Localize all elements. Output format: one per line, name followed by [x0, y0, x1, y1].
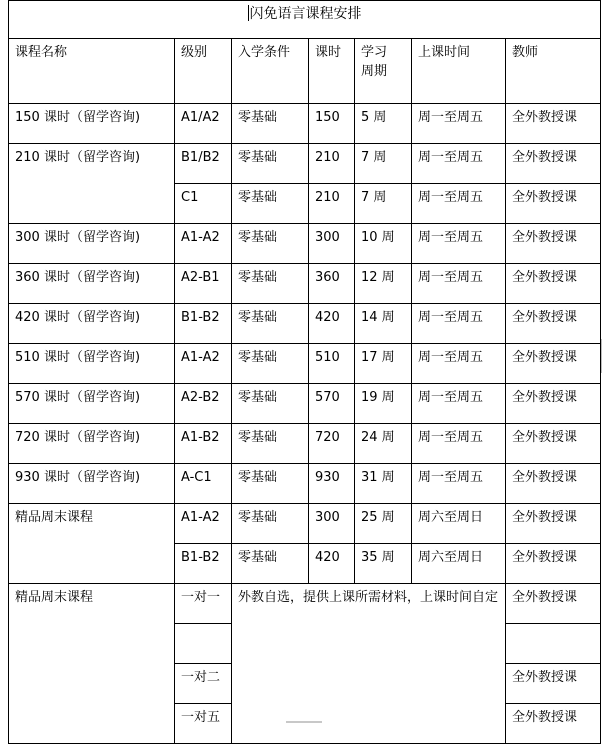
cell-period[interactable]: 19 周	[355, 384, 412, 424]
title-row	[9, 1, 601, 39]
cell-hours[interactable]: 210	[309, 184, 355, 224]
cell-period[interactable]: 10 周	[355, 224, 412, 264]
table-row	[9, 304, 601, 344]
cell-level[interactable]: A1/A2	[175, 104, 232, 144]
cell-time[interactable]: 周一至周五	[412, 384, 506, 424]
cell-period[interactable]: 31 周	[355, 464, 412, 504]
cell-requirement[interactable]: 零基础	[232, 344, 309, 384]
cell-time[interactable]: 周一至周五	[412, 184, 506, 224]
header-period[interactable]	[355, 39, 412, 104]
cell-hours[interactable]: 930	[309, 464, 355, 504]
header-period-line1: 学习	[361, 45, 388, 60]
cell-requirement[interactable]: 零基础	[232, 304, 309, 344]
header-time[interactable]: 上课时间	[412, 39, 506, 104]
cell-course-name[interactable]: 300 课时（留学咨询)	[9, 224, 175, 264]
cell-hours[interactable]: 720	[309, 424, 355, 464]
cell-course-name[interactable]: 510 课时（留学咨询)	[9, 344, 175, 384]
cell-level[interactable]: B1/B2	[175, 144, 232, 184]
cell-hours[interactable]: 300	[309, 504, 355, 544]
cell-time[interactable]: 周一至周五	[412, 304, 506, 344]
cell-requirement[interactable]: 零基础	[232, 504, 309, 544]
cell-hours[interactable]: 510	[309, 344, 355, 384]
cell-teacher[interactable]: 全外教授课	[506, 104, 601, 144]
cell-course-name[interactable]: 150 课时（留学咨询)	[9, 104, 175, 144]
header-period-line2: 周期	[361, 64, 388, 79]
cell-teacher[interactable]: 全外教授课	[506, 184, 601, 224]
cell-level[interactable]	[175, 624, 232, 664]
cell-period[interactable]: 25 周	[355, 504, 412, 544]
cell-hours[interactable]: 570	[309, 384, 355, 424]
cell-time[interactable]: 周一至周五	[412, 264, 506, 304]
cell-requirement[interactable]: 零基础	[232, 264, 309, 304]
cell-teacher[interactable]: 全外教授课	[506, 264, 601, 304]
title-cell	[9, 1, 601, 39]
cell-teacher[interactable]: 全外教授课	[506, 504, 601, 544]
table-row	[9, 384, 601, 424]
cell-time[interactable]: 周六至周日	[412, 504, 506, 544]
cell-hours[interactable]: 300	[309, 224, 355, 264]
table-row	[9, 464, 601, 504]
table-row	[9, 144, 601, 184]
cell-private-note[interactable]: 外教自选，提供上课所需材料，上课时间自定	[232, 584, 506, 744]
cell-level[interactable]: A1-A2	[175, 504, 232, 544]
cell-requirement[interactable]: 零基础	[232, 104, 309, 144]
cell-hours[interactable]: 150	[309, 104, 355, 144]
cell-requirement[interactable]: 零基础	[232, 184, 309, 224]
document-title[interactable]: 闪免语言课程安排	[249, 6, 362, 22]
cell-teacher[interactable]: 全外教授课	[506, 424, 601, 464]
cell-requirement[interactable]: 零基础	[232, 224, 309, 264]
cell-course-name[interactable]: 720 课时（留学咨询)	[9, 424, 175, 464]
cell-teacher[interactable]	[506, 624, 601, 664]
cell-period[interactable]: 5 周	[355, 104, 412, 144]
cell-level[interactable]: B1-B2	[175, 544, 232, 584]
cell-teacher[interactable]: 全外教授课	[506, 344, 601, 384]
cell-time[interactable]: 周一至周五	[412, 424, 506, 464]
cell-period[interactable]: 14 周	[355, 304, 412, 344]
cell-period[interactable]: 7 周	[355, 144, 412, 184]
cell-teacher[interactable]: 全外教授课	[506, 224, 601, 264]
cell-requirement[interactable]: 零基础	[232, 544, 309, 584]
cell-level[interactable]: A1-B2	[175, 424, 232, 464]
cell-teacher[interactable]: 全外教授课	[506, 384, 601, 424]
cell-level[interactable]: A1-A2	[175, 224, 232, 264]
cell-time[interactable]: 周一至周五	[412, 104, 506, 144]
cell-teacher[interactable]: 全外教授课	[506, 584, 601, 624]
cell-teacher[interactable]: 全外教授课	[506, 544, 601, 584]
cell-period[interactable]: 24 周	[355, 424, 412, 464]
header-row	[9, 39, 601, 104]
cell-level[interactable]: A2-B2	[175, 384, 232, 424]
table-row	[9, 224, 601, 264]
header-hours[interactable]: 课时	[309, 39, 355, 104]
text-cursor	[248, 5, 249, 21]
cell-level[interactable]: A1-A2	[175, 344, 232, 384]
cell-hours[interactable]: 360	[309, 264, 355, 304]
cell-requirement[interactable]: 零基础	[232, 384, 309, 424]
cell-requirement[interactable]: 零基础	[232, 144, 309, 184]
table-row	[9, 584, 601, 624]
table-row	[9, 264, 601, 304]
cell-level[interactable]: 一对一	[175, 584, 232, 624]
cell-course-name[interactable]: 570 课时（留学咨询)	[9, 384, 175, 424]
cell-period[interactable]: 35 周	[355, 544, 412, 584]
cell-time[interactable]: 周一至周五	[412, 464, 506, 504]
cell-teacher[interactable]: 全外教授课	[506, 304, 601, 344]
header-level[interactable]: 级别	[175, 39, 232, 104]
cell-teacher[interactable]: 全外教授课	[506, 704, 601, 744]
cell-period[interactable]: 12 周	[355, 264, 412, 304]
table-row	[9, 344, 601, 384]
scroll-marker	[601, 339, 602, 373]
table-row	[9, 424, 601, 464]
course-schedule-table	[8, 0, 601, 744]
cell-course-name[interactable]: 360 课时（留学咨询)	[9, 264, 175, 304]
header-requirement[interactable]: 入学条件	[232, 39, 309, 104]
cell-teacher[interactable]: 全外教授课	[506, 144, 601, 184]
cell-hours[interactable]: 210	[309, 144, 355, 184]
cell-level[interactable]: 一对五	[175, 704, 232, 744]
cell-time[interactable]: 周一至周五	[412, 144, 506, 184]
cell-requirement[interactable]: 零基础	[232, 424, 309, 464]
page-bottom-marker	[286, 721, 322, 723]
cell-level[interactable]: C1	[175, 184, 232, 224]
header-course-name[interactable]: 课程名称	[9, 39, 175, 104]
cell-period[interactable]: 17 周	[355, 344, 412, 384]
cell-time[interactable]: 周一至周五	[412, 224, 506, 264]
cell-course-name[interactable]: 精品周末课程	[9, 504, 175, 584]
cell-course-name[interactable]: 420 课时（留学咨询)	[9, 304, 175, 344]
cell-course-name[interactable]: 930 课时（留学咨询)	[9, 464, 175, 504]
cell-course-name[interactable]: 精品周末课程	[9, 584, 175, 744]
cell-teacher[interactable]: 全外教授课	[506, 464, 601, 504]
cell-level[interactable]: B1-B2	[175, 304, 232, 344]
cell-level[interactable]: 一对二	[175, 664, 232, 704]
cell-period[interactable]: 7 周	[355, 184, 412, 224]
table-row	[9, 504, 601, 544]
cell-level[interactable]: A-C1	[175, 464, 232, 504]
header-teacher[interactable]: 教师	[506, 39, 601, 104]
cell-level[interactable]: A2-B1	[175, 264, 232, 304]
cell-course-name[interactable]: 210 课时（留学咨询)	[9, 144, 175, 224]
cell-hours[interactable]: 420	[309, 544, 355, 584]
cell-teacher[interactable]: 全外教授课	[506, 664, 601, 704]
cell-requirement[interactable]: 零基础	[232, 464, 309, 504]
cell-hours[interactable]: 420	[309, 304, 355, 344]
cell-time[interactable]: 周六至周日	[412, 544, 506, 584]
table-row	[9, 104, 601, 144]
cell-time[interactable]: 周一至周五	[412, 344, 506, 384]
